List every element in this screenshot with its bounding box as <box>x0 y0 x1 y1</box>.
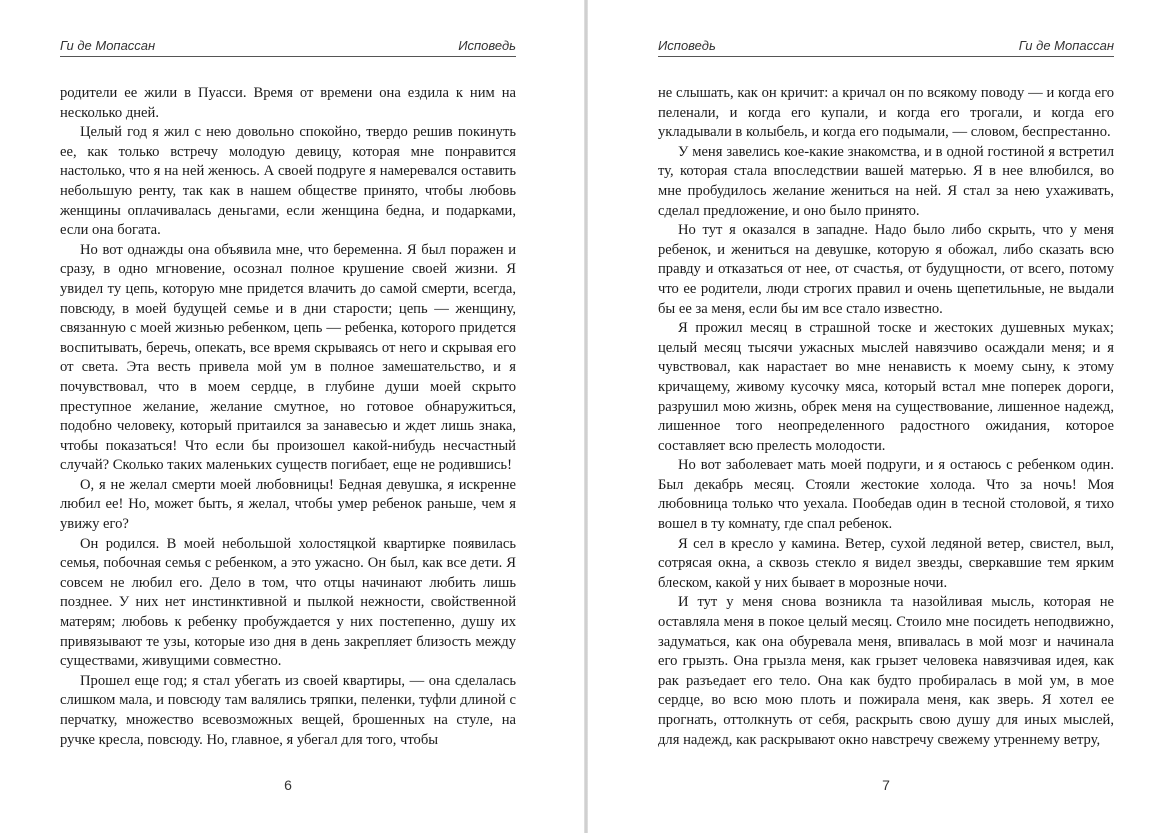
book-gutter <box>584 0 588 833</box>
paragraph: У меня завелись кое-какие знакомства, и в одной гостиной я встретил ту, которая стала впоследствии вашей матерью. Я в нее влюбился, во мне пробудилось желание жениться на ней. Я стал за нею ухаживать, сделал предложение, и оно было принято. <box>658 143 1114 219</box>
paragraph: родители ее жили в Пуасси. Время от времени она ездила к ним на несколько дней. <box>60 85 516 121</box>
paragraph: Я прожил месяц в страшной тоске и жестоких душевных муках; целый месяц тысячи ужасных мыслей навязчиво осаждали меня; и я чувствовал, как нарастает во мне ненависть к моему сыну, к этому кричащему, живому кусочку мяса, который встал мне поперек дороги, разрушил мою жизнь, обрек меня на существование, лишенное надежд, лишенное того неопределенного радостного ожидания, которое составляет всю прелесть молодости. <box>658 320 1114 454</box>
page-body <box>60 84 516 750</box>
paragraph: Но тут я оказался в западне. Надо было либо скрыть, что у меня ребенок, и жениться на девушке, которую я обожал, либо сказать всю правду и отказаться от нее, от счастья, от будущности, от всего, потому что ее родители, люди строгих правил и очень щепетильные, не выдали бы ее за меня, если бы им все стало известно. <box>658 222 1114 317</box>
paragraph: Прошел еще год; я стал убегать из своей квартиры, — она сделалась слишком мала, и повсюду там валялись тряпки, пеленки, туфли длиной с перчатку, множество всевозможных вещей, брошенных на стуле, на ручке кресла, повсюду. Но, главное, я убегал для того, чтобы <box>60 672 516 748</box>
paragraph: Я сел в кресло у камина. Ветер, сухой ледяной ветер, свистел, выл, сотрясая окна, а сквозь стекло я видел звезды, сверкавшие тем ярким блеском, какой у них бывает в морозные ночи. <box>658 535 1114 591</box>
page-number: 7 <box>882 777 890 793</box>
paragraph: Он родился. В моей небольшой холостяцкой квартирке появилась семья, побочная семья с ребенком, а это ужасно. Он был, как все дети. Я совсем не любил его. Дело в том, что отцы начинают любить лишь позднее. У них нет инстинктивной и пылкой нежности, свойственной матерям; любовь к ребенку пробуждается у них постепенно, душу их привязывают те узы, которые изо дня в день закрепляет близость между существами, живущими совместно. <box>60 535 516 670</box>
page-body <box>658 84 1114 750</box>
paragraph: И тут у меня снова возникла та назойливая мысль, которая не оставляла меня в покое целый месяц. Стоило мне посидеть неподвижно, задуматься, как она обуревала меня, впивалась в мой мозг и начинала его грызть. Она грызла меня, как грызет человека навязчивая идея, как рак разъедает его тело. Она как будто пробиралась в мой ум, в мое сердце, во всю мою плоть и пожирала меня, как зверь. Я хотел ее прогнать, оттолкнуть от себя, раскрыть свою душу для иных мыслей, для надежд, как раскрывают окно навстречу свежему утреннему ветру, <box>658 594 1114 748</box>
paragraph: Целый год я жил с нею довольно спокойно, твердо решив покинуть ее, как только встречу молодую девицу, которая мне понравится настолько, что я на ней женюсь. А своей подруге я намеревался оставить небольшую ренту, так как в нашем обществе принято, чтобы любовь женщины оплачивалась деньгами, если женщина бедна, и подарками, если она богата. <box>60 124 516 239</box>
page-number: 6 <box>284 777 292 793</box>
right-page <box>658 0 1114 833</box>
paragraph: Но вот однажды она объявила мне, что беременна. Я был поражен и сразу, в одно мгновение, осознал полное крушение своей жизни. Я увидел ту цепь, которую мне придется влачить до самой смерти, всегда, повсюду, в моей будущей семье и в дни старости; цепь — женщину, связанную с моей жизнью ребенком, цепь — ребенка, которого придется воспитывать, беречь, опекать, все время скрываясь от него и скрывая его от света. Эта весть привела мой ум в полное замешательство, и я почувствовал, что в моем сердце, в глубине души моей скрыто преступное желание, желание смутное, но готовое обнаружиться, подобно человеку, который притаился за занавесью и ждет лишь знака, чтобы показаться! Что если бы произошел какой-нибудь несчастный случай? Сколько таких маленьких существ погибает, еще не родившись! <box>60 241 516 474</box>
left-page <box>60 0 516 833</box>
running-header <box>60 36 516 57</box>
running-header <box>658 36 1114 57</box>
paragraph: О, я не желал смерти моей любовницы! Бедная девушка, я искренне любил ее! Но, может быть, я желал, чтобы умер ребенок раньше, чем я увижу его? <box>60 476 516 533</box>
header-title: Исповедь <box>458 38 516 53</box>
header-title: Исповедь <box>658 38 716 53</box>
header-author: Ги де Мопассан <box>1018 38 1114 53</box>
paragraph: не слышать, как он кричит: а кричал он по всякому поводу — и когда его пеленали, и когда его купали, и когда его трогали, и когда его укладывали в колыбель, и когда его подымали, — словом, беспрестанно. <box>658 85 1114 141</box>
paragraph: Но вот заболевает мать моей подруги, и я остаюсь с ребенком один. Был декабрь месяц. Стояли жестокие холода. Что за ночь! Моя любовница только что уехала. Пообедав один в тесной столовой, я тихо вошел в ту комнату, где спал ребенок. <box>658 457 1114 533</box>
header-author: Ги де Мопассан <box>60 38 156 53</box>
